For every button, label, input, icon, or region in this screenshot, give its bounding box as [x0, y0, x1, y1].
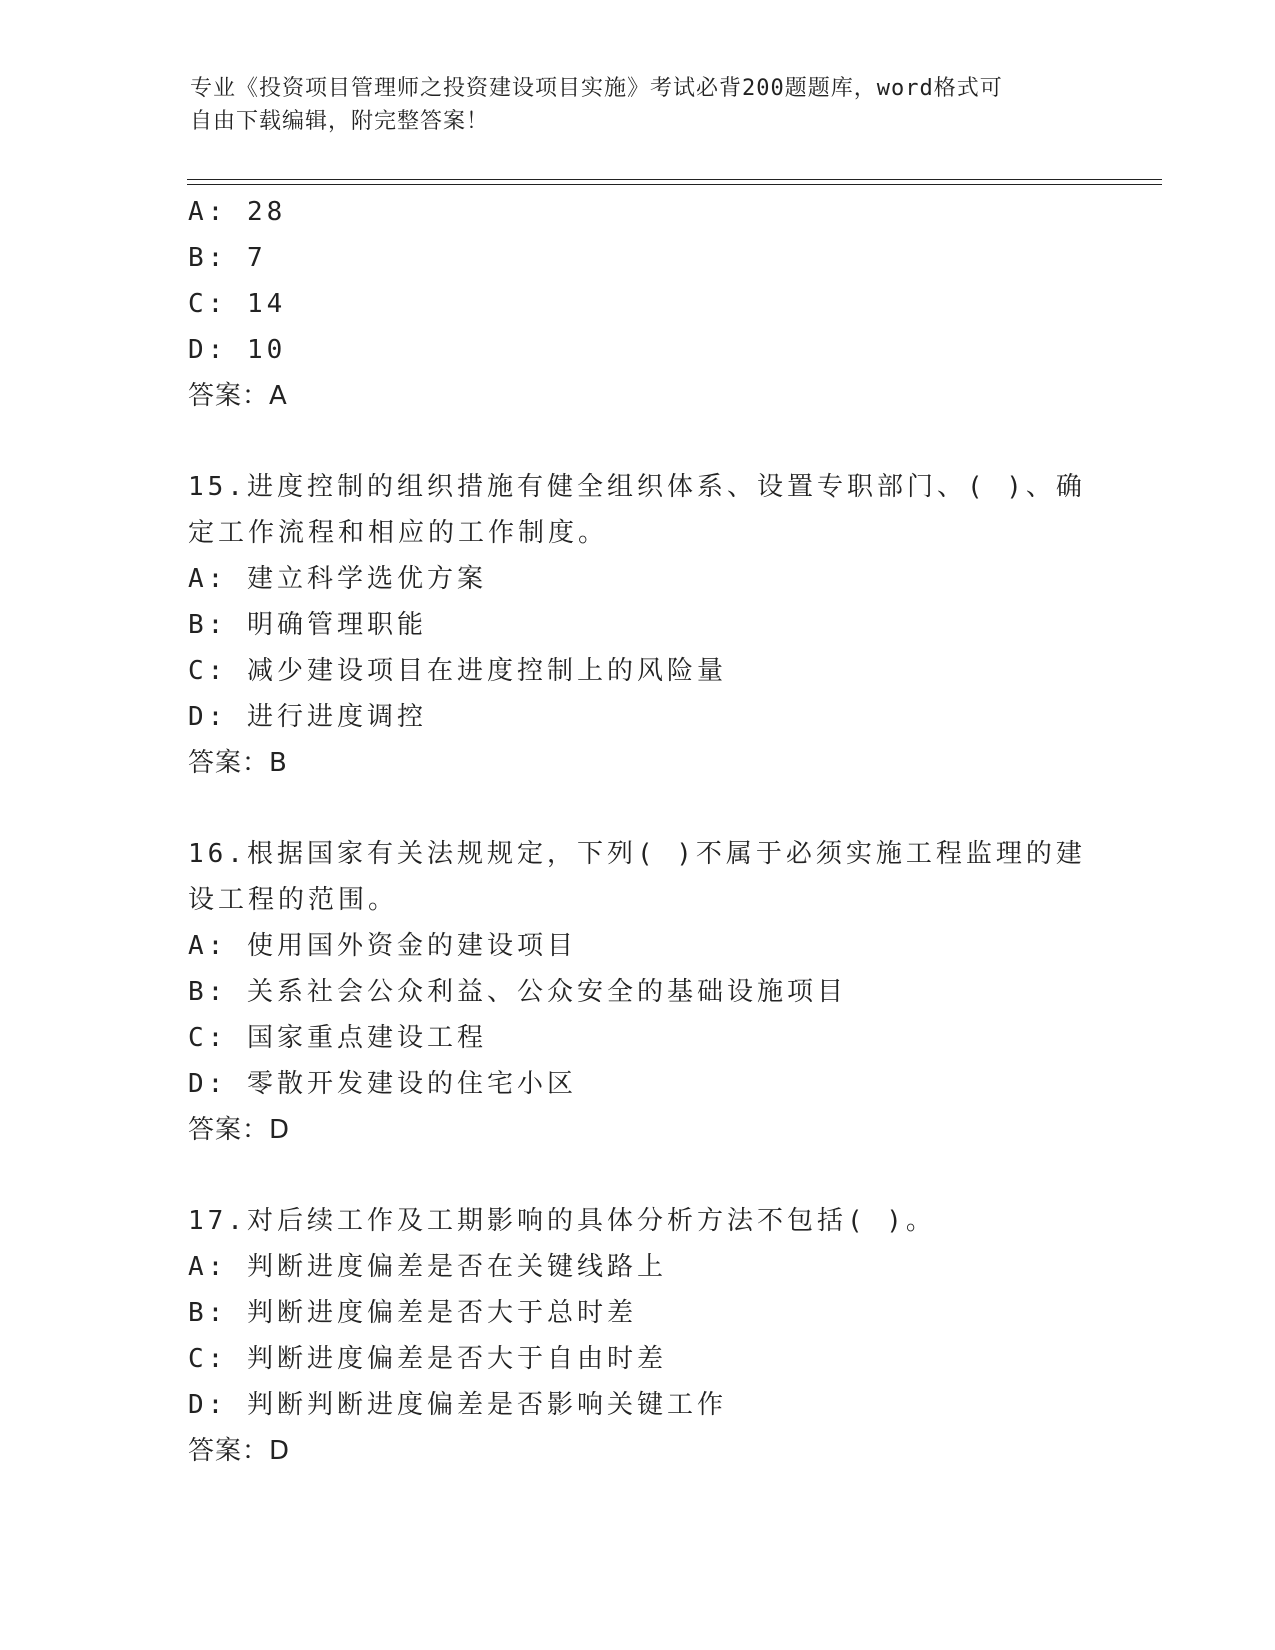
answer: 答案：D: [188, 1115, 291, 1145]
question-block-16: [188, 831, 1088, 1153]
option-a: A: 使用国外资金的建设项目: [188, 931, 577, 961]
question-text: 15.进度控制的组织措施有健全组织体系、设置专职部门、( )、确: [188, 472, 1086, 502]
option-a: A: 建立科学选优方案: [188, 564, 487, 594]
option-b: B: 7: [188, 243, 267, 273]
answer: 答案：B: [188, 748, 288, 778]
option-b: B: 判断进度偏差是否大于总时差: [188, 1298, 637, 1328]
question-block-14: [188, 189, 1088, 419]
question-text: 16.根据国家有关法规规定，下列( )不属于必须实施工程监理的建: [188, 839, 1086, 869]
option-d: D: 判断判断进度偏差是否影响关键工作: [188, 1390, 727, 1420]
header-line-2: 自由下载编辑，附完整答案！: [190, 109, 490, 134]
option-c: C: 14: [188, 289, 287, 319]
question-list: [188, 189, 1088, 1474]
option-d: D: 进行进度调控: [188, 702, 427, 732]
question-text: 17.对后续工作及工期影响的具体分析方法不包括( )。: [188, 1206, 936, 1236]
option-b: B: 关系社会公众利益、公众安全的基础设施项目: [188, 977, 847, 1007]
question-text-cont: 定工作流程和相应的工作制度。: [188, 518, 609, 548]
question-block-17: [188, 1198, 1088, 1474]
option-a: A: 判断进度偏差是否在关键线路上: [188, 1252, 667, 1282]
page-header: [190, 72, 1070, 138]
header-divider-top: [187, 179, 1162, 180]
option-a: A: 28: [188, 197, 287, 227]
option-d: D: 零散开发建设的住宅小区: [188, 1069, 577, 1099]
answer: 答案：A: [188, 381, 288, 411]
question-block-15: [188, 464, 1088, 786]
answer: 答案：D: [188, 1436, 291, 1466]
option-c: C: 国家重点建设工程: [188, 1023, 487, 1053]
option-c: C: 判断进度偏差是否大于自由时差: [188, 1344, 667, 1374]
question-text-cont: 设工程的范围。: [188, 885, 399, 915]
option-b: B: 明确管理职能: [188, 610, 427, 640]
header-divider-bottom: [187, 184, 1162, 185]
option-d: D: 10: [188, 335, 287, 365]
option-c: C: 减少建设项目在进度控制上的风险量: [188, 656, 727, 686]
header-line-1: 专业《投资项目管理师之投资建设项目实施》考试必背200题题库，word格式可: [190, 76, 1003, 101]
